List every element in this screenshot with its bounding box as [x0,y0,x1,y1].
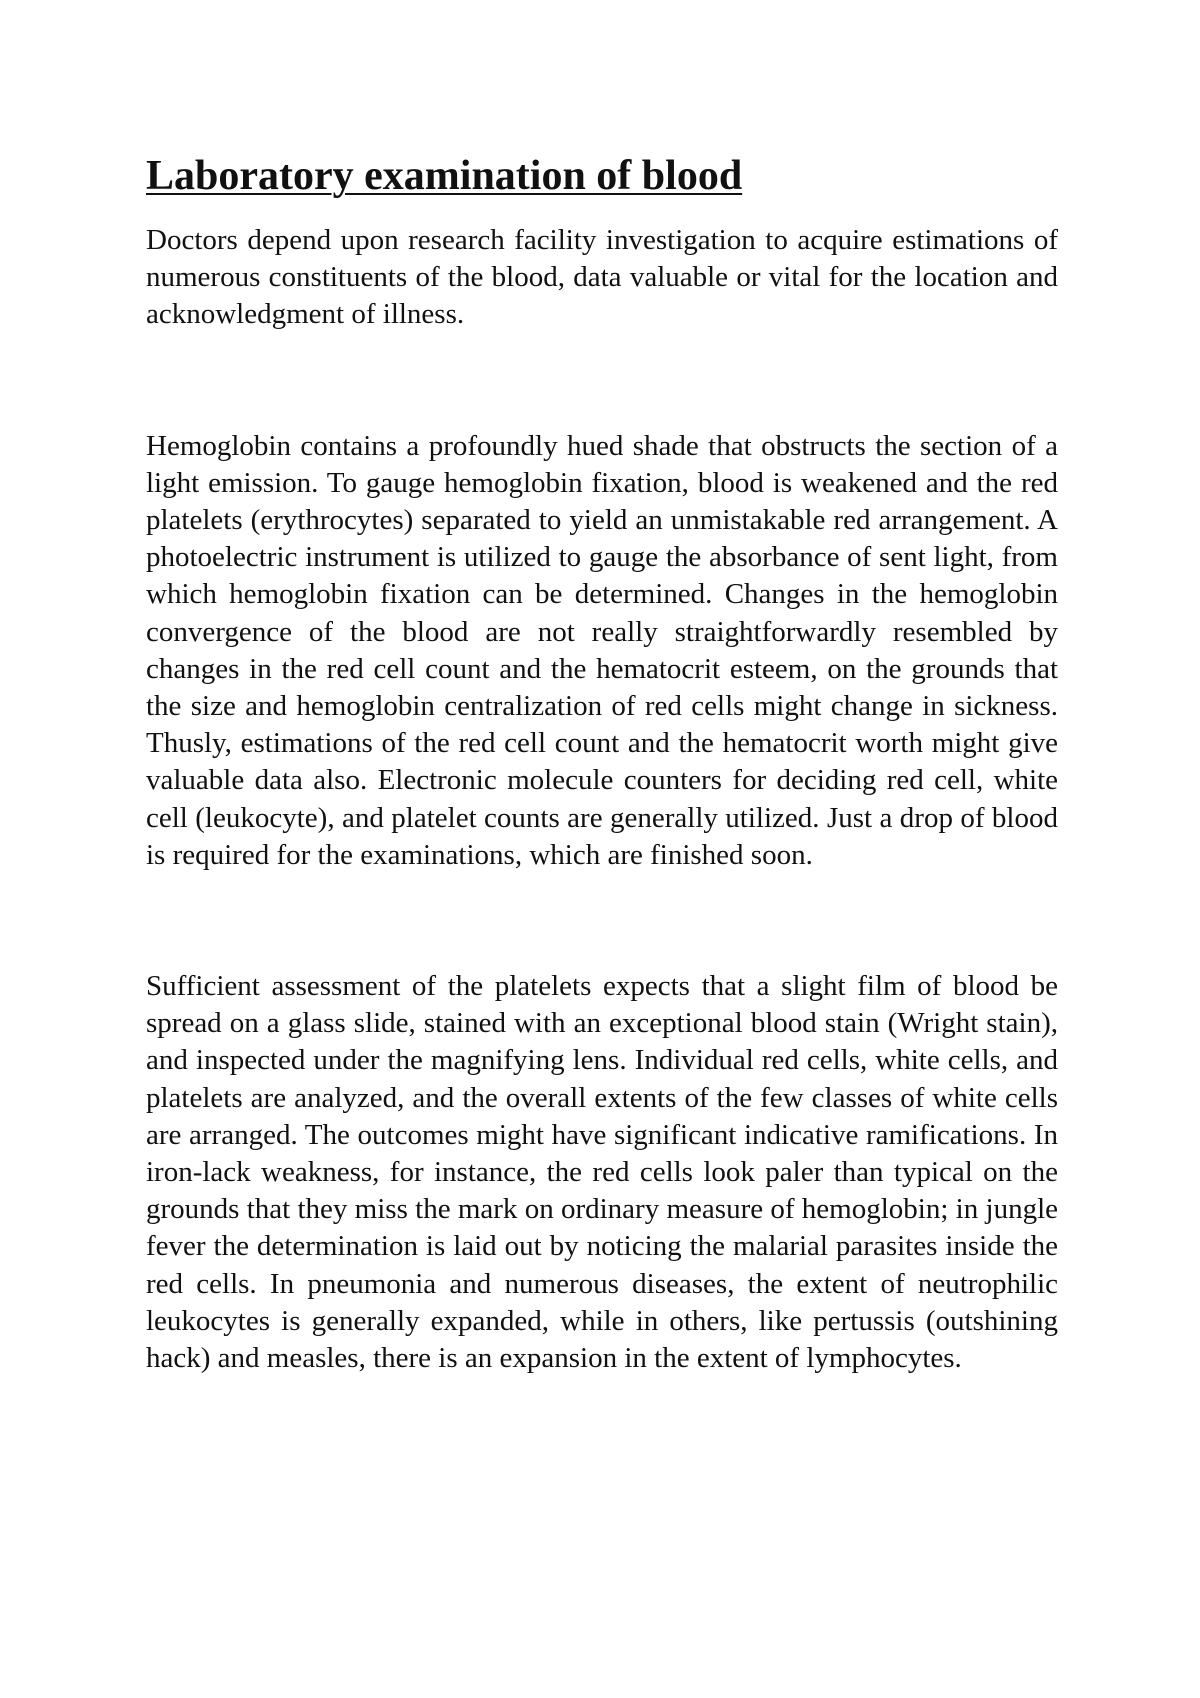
document-body [146,146,1058,1377]
paragraph-blood-film: Sufficient assessment of the platelets expects that a slight film of blood be spread on a glass slide, stained with an exceptional blood stain (Wright stain), and inspected under the magnifying lens. Individual red cells, white cells, and platelets are analyzed, and the overall extents of the few classes of white cells are arranged. The outcomes might have significant indicative ramifications. In iron-lack weakness, for instance, the red cells look paler than typical on the grounds that they miss the mark on ordinary measure of hemoglobin; in jungle fever the determination is laid out by noticing the malarial parasites inside the red cells. In pneumonia and numerous diseases, the extent of neutrophilic leukocytes is generally expanded, while in others, like pertussis (outshining hack) and measles, there is an expansion in the extent of lymphocytes. [146,970,1058,1375]
paragraph-intro: Doctors depend upon research facility investigation to acquire estimations of numerous constituents of the blood, data valuable or vital for the location and acknowledgment of illness. [146,224,1058,331]
document-title: Laboratory examination of blood [146,153,743,199]
paragraph-hemoglobin: Hemoglobin contains a profoundly hued shade that obstructs the section of a light emission. To gauge hemoglobin fixation, blood is weakened and the red platelets (erythrocytes) separated to yield an unmistakable red arrangement. A photoelectric instrument is utilized to gauge the absorbance of sent light, from which hemoglobin fixation can be determined. Changes in the hemoglobin convergence of the blood are not really straightforwardly resembled by changes in the red cell count and the hematocrit esteem, on the grounds that the size and hemoglobin centralization of red cells might change in sickness. Thusly, estimations of the red cell count and the hematocrit worth might give valuable data also. Electronic molecule counters for deciding red cell, white cell (leukocyte), and platelet counts are generally utilized. Just a drop of blood is required for the examinations, which are finished soon. [146,429,1058,871]
